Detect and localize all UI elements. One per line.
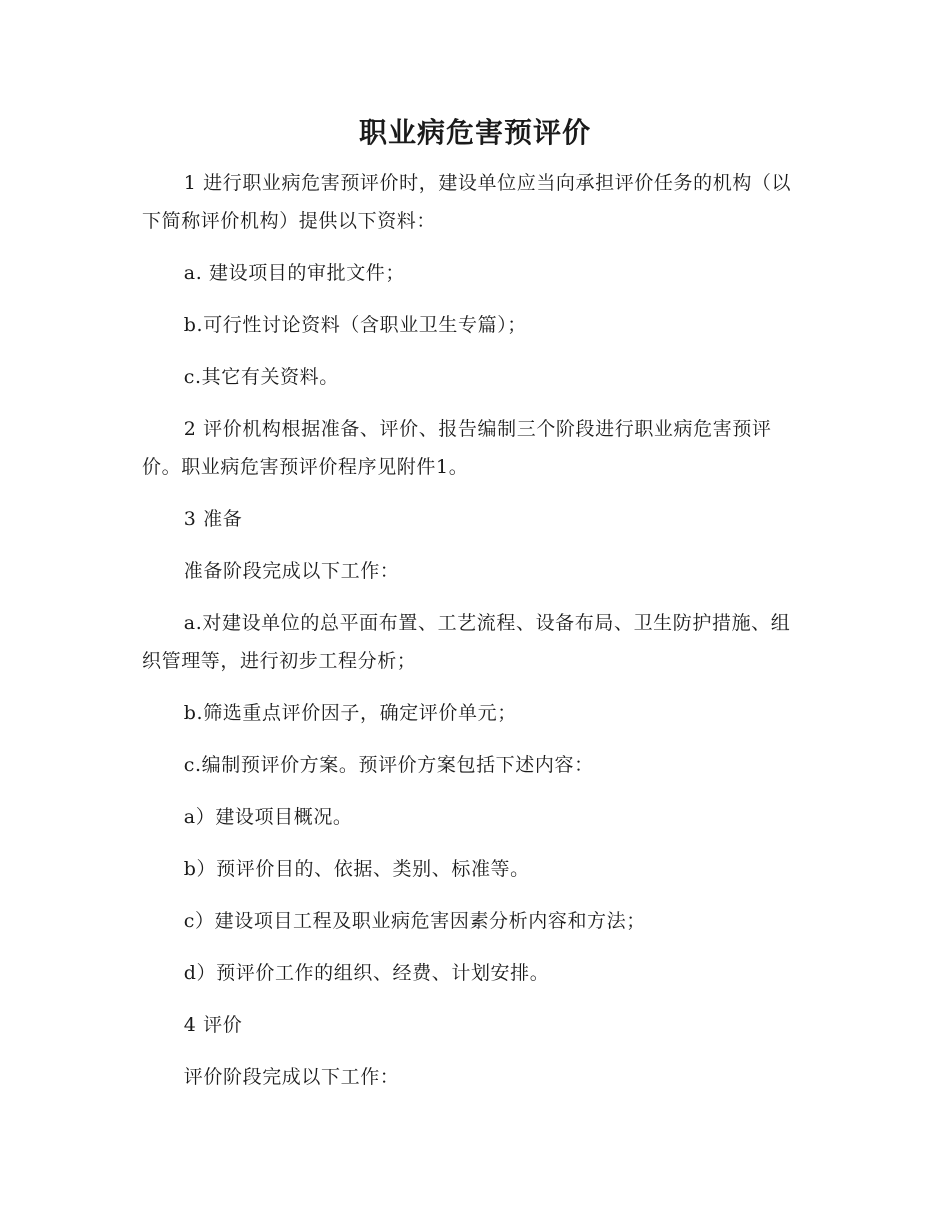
paragraph-item-plan: c.编制预评价方案。预评价方案包括下述内容：: [183, 754, 594, 776]
paragraph-subitem-organization: d）预评价工作的组织、经费、计划安排。: [183, 962, 550, 984]
paragraph-item-approval-docs: a. 建设项目的审批文件；: [183, 262, 406, 284]
section-heading-evaluation: 4 评价: [183, 1014, 243, 1036]
paragraph-materials-intro: 1 进行职业病危害预评价时，建设单位应当向承担评价任务的机构（以下简称评价机构）提供以下资料：: [142, 172, 792, 232]
paragraph-subitem-overview: a）建设项目概况。: [183, 806, 353, 828]
paragraph-item-initial-analysis: a.对建设单位的总平面布置、工艺流程、设备布局、卫生防护措施、组织管理等，进行初步工程分析；: [142, 612, 791, 672]
paragraph-item-other-materials: c.其它有关资料。: [183, 366, 339, 388]
paragraph-preparation-intro: 准备阶段完成以下工作：: [183, 560, 400, 582]
paragraph-three-stages: 2 评价机构根据准备、评价、报告编制三个阶段进行职业病危害预评价。职业病危害预评价程序见附件1。: [142, 418, 772, 478]
paragraph-evaluation-intro: 评价阶段完成以下工作：: [183, 1066, 400, 1088]
paragraph-subitem-analysis: c）建设项目工程及职业病危害因素分析内容和方法；: [183, 910, 646, 932]
paragraph-item-screening: b.筛选重点评价因子，确定评价单元；: [183, 702, 517, 724]
document-title: 职业病危害预评价: [358, 116, 591, 149]
document-body: [142, 164, 802, 1110]
paragraph-subitem-purpose: b）预评价目的、依据、类别、标准等。: [183, 858, 530, 880]
paragraph-item-feasibility: b.可行性讨论资料（含职业卫生专篇）；: [183, 314, 527, 336]
section-heading-preparation: 3 准备: [183, 508, 243, 530]
